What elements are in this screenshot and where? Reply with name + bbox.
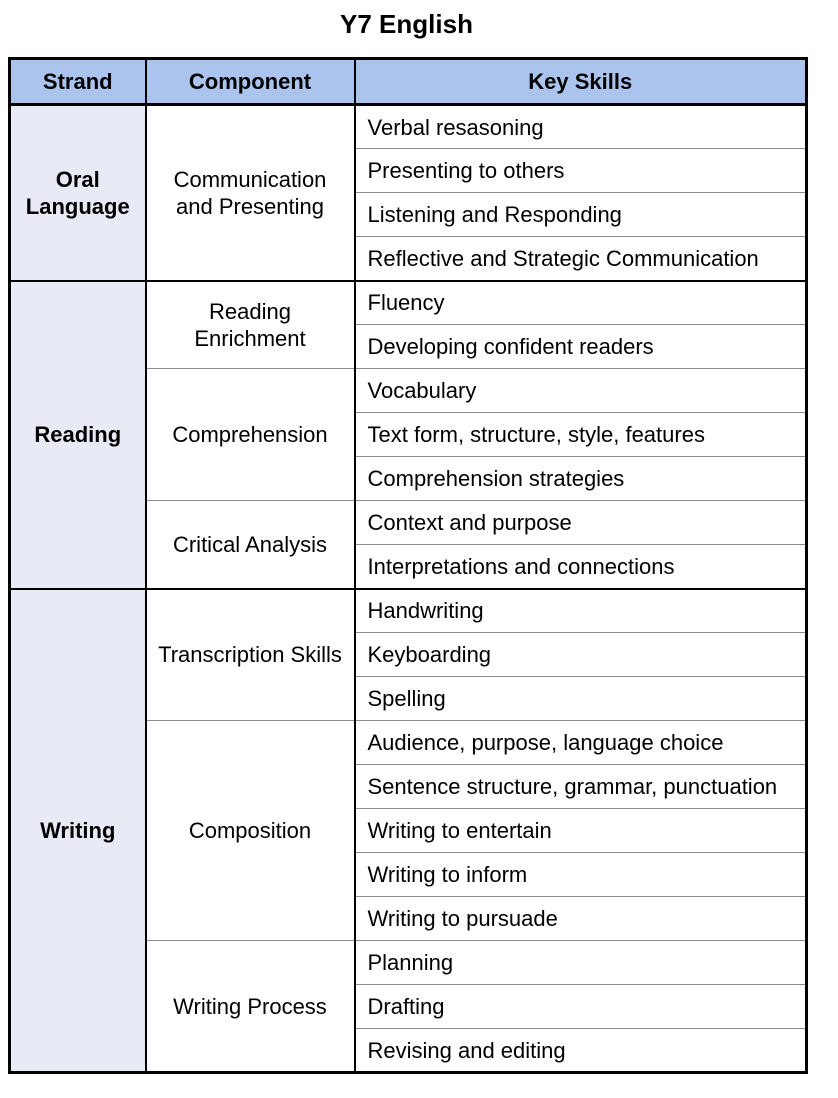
component-cell: Writing Process [146, 941, 355, 1073]
skill-cell: Comprehension strategies [355, 457, 807, 501]
skill-cell: Interpretations and connections [355, 545, 807, 589]
skill-cell: Presenting to others [355, 149, 807, 193]
skill-cell: Writing to pursuade [355, 897, 807, 941]
skill-cell: Text form, structure, style, features [355, 413, 807, 457]
table-header-row [10, 59, 807, 105]
skill-cell: Planning [355, 941, 807, 985]
curriculum-table [8, 57, 808, 1074]
skill-cell: Fluency [355, 281, 807, 325]
skill-cell: Reflective and Strategic Communication [355, 237, 807, 281]
skill-cell: Revising and editing [355, 1029, 807, 1073]
skill-cell: Writing to inform [355, 853, 807, 897]
header-component: Component [146, 59, 355, 105]
header-strand: Strand [10, 59, 146, 105]
skill-cell: Context and purpose [355, 501, 807, 545]
table-body [10, 105, 807, 1073]
skill-cell: Developing confident readers [355, 325, 807, 369]
component-cell: Transcription Skills [146, 589, 355, 721]
skill-cell: Verbal resasoning [355, 105, 807, 149]
component-cell: Reading Enrichment [146, 281, 355, 369]
strand-cell: Writing [10, 589, 146, 1073]
table-row [10, 105, 807, 149]
strand-cell: Reading [10, 281, 146, 589]
skill-cell: Audience, purpose, language choice [355, 721, 807, 765]
skill-cell: Drafting [355, 985, 807, 1029]
table-row [10, 281, 807, 325]
skill-cell: Writing to entertain [355, 809, 807, 853]
component-cell: Critical Analysis [146, 501, 355, 589]
page-title: Y7 English [340, 9, 473, 39]
skill-cell: Keyboarding [355, 633, 807, 677]
skill-cell: Vocabulary [355, 369, 807, 413]
strand-cell: Oral Language [10, 105, 146, 281]
skill-cell: Listening and Responding [355, 193, 807, 237]
table-row [10, 589, 807, 633]
component-cell: Composition [146, 721, 355, 941]
header-key-skills: Key Skills [355, 59, 807, 105]
skill-cell: Spelling [355, 677, 807, 721]
component-cell: Communication and Presenting [146, 105, 355, 281]
skill-cell: Sentence structure, grammar, punctuation [355, 765, 807, 809]
skill-cell: Handwriting [355, 589, 807, 633]
component-cell: Comprehension [146, 369, 355, 501]
